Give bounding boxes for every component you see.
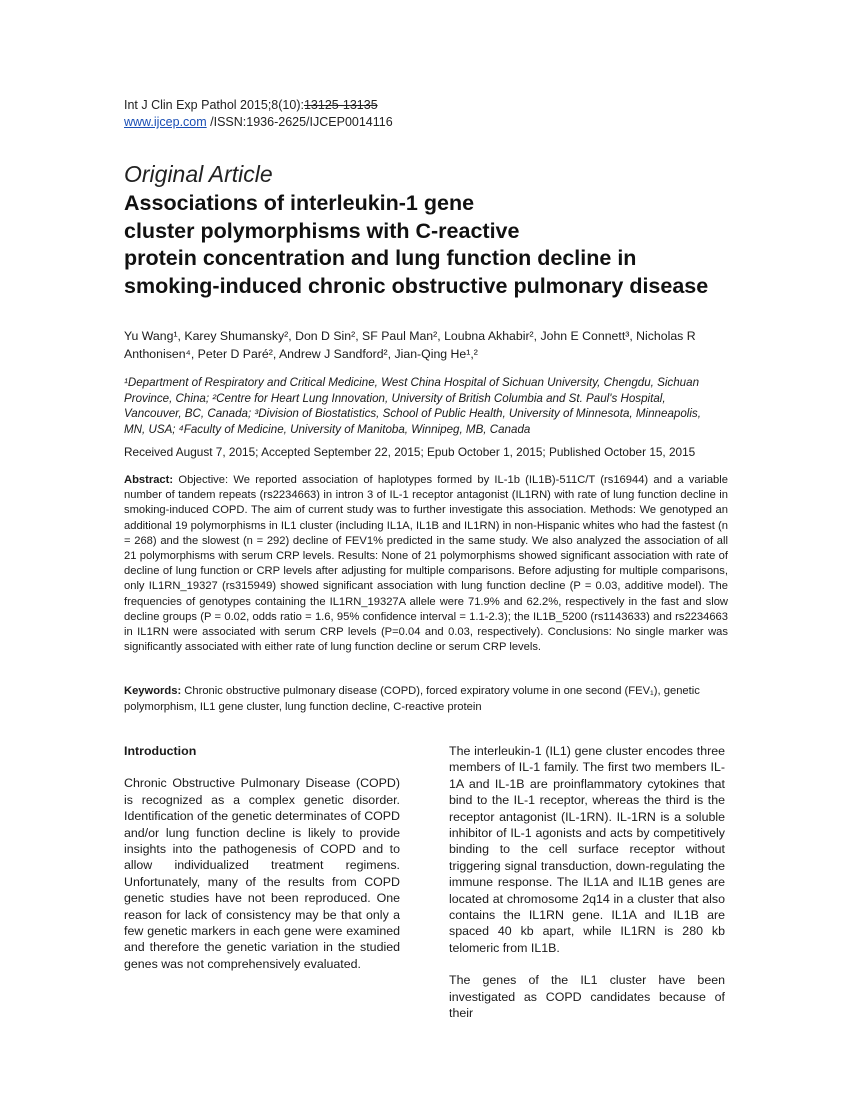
journal-citation: Int J Clin Exp Pathol 2015;8(10):13125-13135 [124,98,378,112]
body-paragraph: The interleukin-1 (IL1) gene cluster encodes three members of IL-1 family. The first two members IL-1A and IL-1B are proinflammatory cytokines that bind to the IL-1 receptor, whereas the third is the receptor antagonist (IL-1RN). IL-1RN is a soluble inhibitor of IL-1 agonists and acts by competitively binding to the cell surface receptor without triggering signal transduction, down-regulating the immune response. The IL1A and IL1B genes are located at chromosome 2q14 in a cluster that also contains the IL1RN gene. IL1A and IL1B are spaced 40 kb apart, while IL1RN is 280 kb telomeric from IL1B. [449,744,725,955]
body-paragraph: Chronic Obstructive Pulmonary Disease (COPD) is recognized as a complex genetic disorder. Identification of the genetic determinates of COPD and/or lung function decline is likely to provide insights into the pathogenesis of COPD and to allow individualized treatment regimens. Unfortunately, many of the results from COPD genetic studies have not been reproduced. One reason for lack of consistency may be that only a few genetic markers in each gene were examined and therefore the genetic variation in the studied genes was not comprehensively evaluated. [124,776,400,971]
keywords-label: Keywords: [124,685,182,697]
publication-dates: Received August 7, 2015; Accepted September 22, 2015; Epub October 1, 2015; Published October 15, 2015 [124,445,696,459]
abstract [124,473,728,655]
article-type: Original Article [124,161,273,187]
affiliation-line: ¹Department of Respiratory and Critical Medicine, West China Hospital of Sichuan University, Chengdu, Sichuan [124,376,700,389]
author-line: Anthonisen⁴, Peter D Paré², Andrew J Sandford², Jian-Qing He¹,² [124,346,478,361]
page-range: 13125-13135 [303,98,378,112]
title-line: cluster polymorphisms with C-reactive [124,218,520,243]
article-title [124,190,764,300]
abstract-text: Objective: We reported association of haplotypes formed by IL-1b (IL1B)-511C/T (rs16944) and a variable number of tandem repeats (rs2234663) in intron 3 of IL-1 receptor antagonist (IL1RN) with rate of lung function decline in smoking-induced COPD. The aim of current study was to further investigate this association. Methods: We genotyped an additional 19 polymorphisms in IL1 cluster (including IL1A, IL1B and IL1RN) in non-Hispanic whites who had the fastest (n = 268) and the slowest (n = 292) decline of FEV1% predicted in the same study. We also analyzed the association of all 21 polymorphisms with serum CRP levels. Results: None of 21 polymorphisms showed significant association with rate of decline of lung function or CRP levels after adjusting for multiple comparisons. Before adjusting for multiple comparisons, only IL1RN_19327 (rs315949) showed significant association with lung function decline (P = 0.03, additive model). The frequencies of genotypes containing the IL1RN_19327A allele were 71.9% and 62.2%, respectively in the fast and slow decline groups (P = 0.02, odds ratio = 1.6, 95% confidence interval = 1.1-2.3); the IL1B_5200 (rs1143633) and rs2234663 in IL1RN were associated with serum CRP levels (P=0.04 and 0.03, respectively). Conclusions: No single marker was significantly associated with either rate of lung function decline or serum CRP levels. [124,474,728,654]
affiliation-line: MN, USA; ⁴Faculty of Medicine, University of Manitoba, Winnipeg, MB, Canada [124,422,531,436]
author-list [124,328,728,363]
section-heading-introduction: Introduction [124,744,197,758]
journal-header [124,97,393,131]
issn: /ISSN:1936-2625/IJCEP0014116 [206,115,393,129]
keywords [124,684,728,715]
author-line: Yu Wang¹, Karey Shumansky², Don D Sin², SF Paul Man², Loubna Akhabir², John E Connett³, Nicholas R [124,329,696,343]
title-line: Associations of interleukin-1 gene [124,191,475,215]
body-paragraph: The genes of the IL1 cluster have been investigated as COPD candidates because of their [449,973,725,1021]
affiliations [124,375,728,437]
affiliation-line: Province, China; ²Centre for Heart Lung Innovation, University of British Columbia and St. Paul's Hospital, [124,391,666,405]
affiliation-line: Vancouver, BC, Canada; ³Division of Biostatistics, School of Public Health, University of Minnesota, Minneapolis, [124,407,701,420]
body-column-right [449,743,725,1038]
journal-issn-line [124,114,393,131]
title-line: protein concentration and lung function decline in [124,246,637,270]
abstract-label: Abstract: [124,474,174,486]
keywords-text: Chronic obstructive pulmonary disease (COPD), forced expiratory volume in one second (FEV₁), genetic polymorphism, IL1 gene cluster, lung function decline, C-reactive protein [124,685,700,713]
body-column-left [124,743,400,988]
journal-website-link[interactable]: www.ijcep.com [124,115,207,129]
title-line: smoking-induced chronic obstructive pulmonary disease [124,273,709,298]
